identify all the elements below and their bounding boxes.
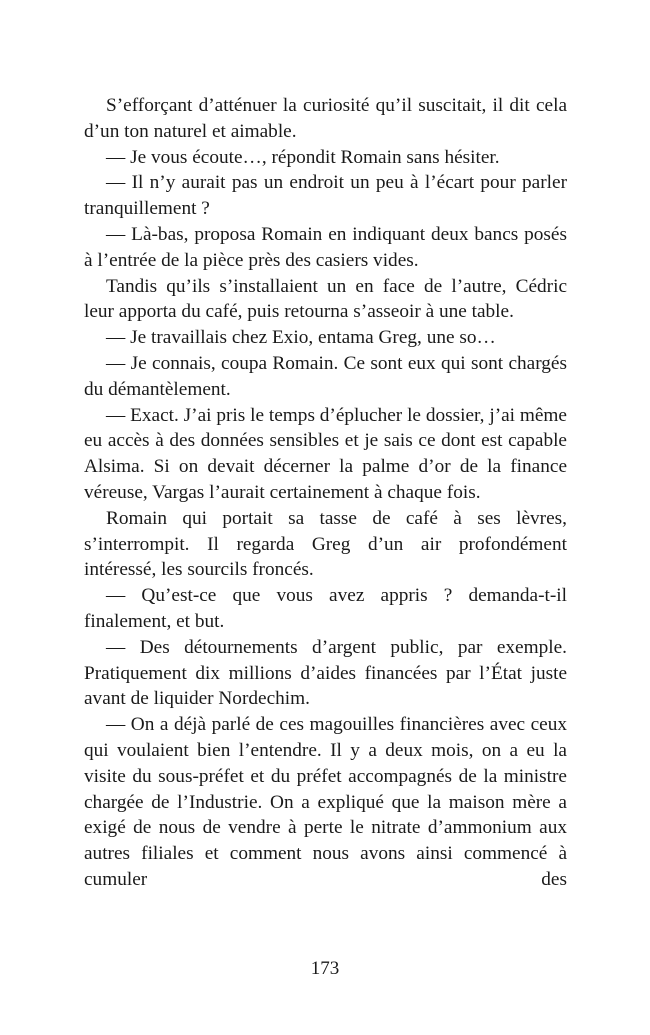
paragraph: — On a déjà parlé de ces magouilles financières avec ceux qui voulaient bien l’entendre. Il y a deux mois, on a eu la visite du sous-préfet et du préfet accompagnés de la ministre chargée de l’Industrie. On a expliqué que la maison mère a exigé de nous de vendre à perte le nitrate d’ammonium aux autres filiales et comment nous avons ainsi commencé à cumuler des [84, 714, 567, 890]
paragraph: — Des détournements d’argent public, par exemple. Pratiquement dix millions d’aides financées par l’État juste avant de liquider Nordechim. [84, 636, 567, 710]
page-body [84, 93, 567, 893]
paragraph: — Je connais, coupa Romain. Ce sont eux qui sont chargés du démantèlement. [84, 352, 567, 400]
paragraph: — Exact. J’ai pris le temps d’éplucher le dossier, j’ai même eu accès à des données sensibles et je sais ce dont est capable Alsima. Si on devait décerner la palme d’or de la finance véreuse, Vargas l’aurait certainement à chaque fois. [84, 404, 567, 503]
paragraph: — Je travaillais chez Exio, entama Greg, une so… [106, 327, 496, 349]
paragraph: Tandis qu’ils s’installaient un en face de l’autre, Cédric leur apporta du café, puis retourna s’asseoir à une table. [84, 275, 567, 323]
paragraph: — Là-bas, proposa Romain en indiquant deux bancs posés à l’entrée de la pièce près des casiers vides. [84, 223, 567, 271]
paragraph: — Il n’y aurait pas un endroit un peu à l’écart pour parler tranquillement ? [84, 172, 567, 220]
paragraph: — Qu’est-ce que vous avez appris ? demanda-t-il finalement, et but. [84, 585, 567, 632]
paragraph: S’efforçant d’atténuer la curiosité qu’il suscitait, il dit cela d’un ton naturel et aimable. [84, 95, 567, 142]
paragraph: — Je vous écoute…, répondit Romain sans hésiter. [106, 146, 500, 168]
paragraph: Romain qui portait sa tasse de café à ses lèvres, s’interrompit. Il regarda Greg d’un air profondément intéressé, les sourcils froncés. [84, 507, 567, 581]
page-number: 173 [310, 958, 340, 979]
